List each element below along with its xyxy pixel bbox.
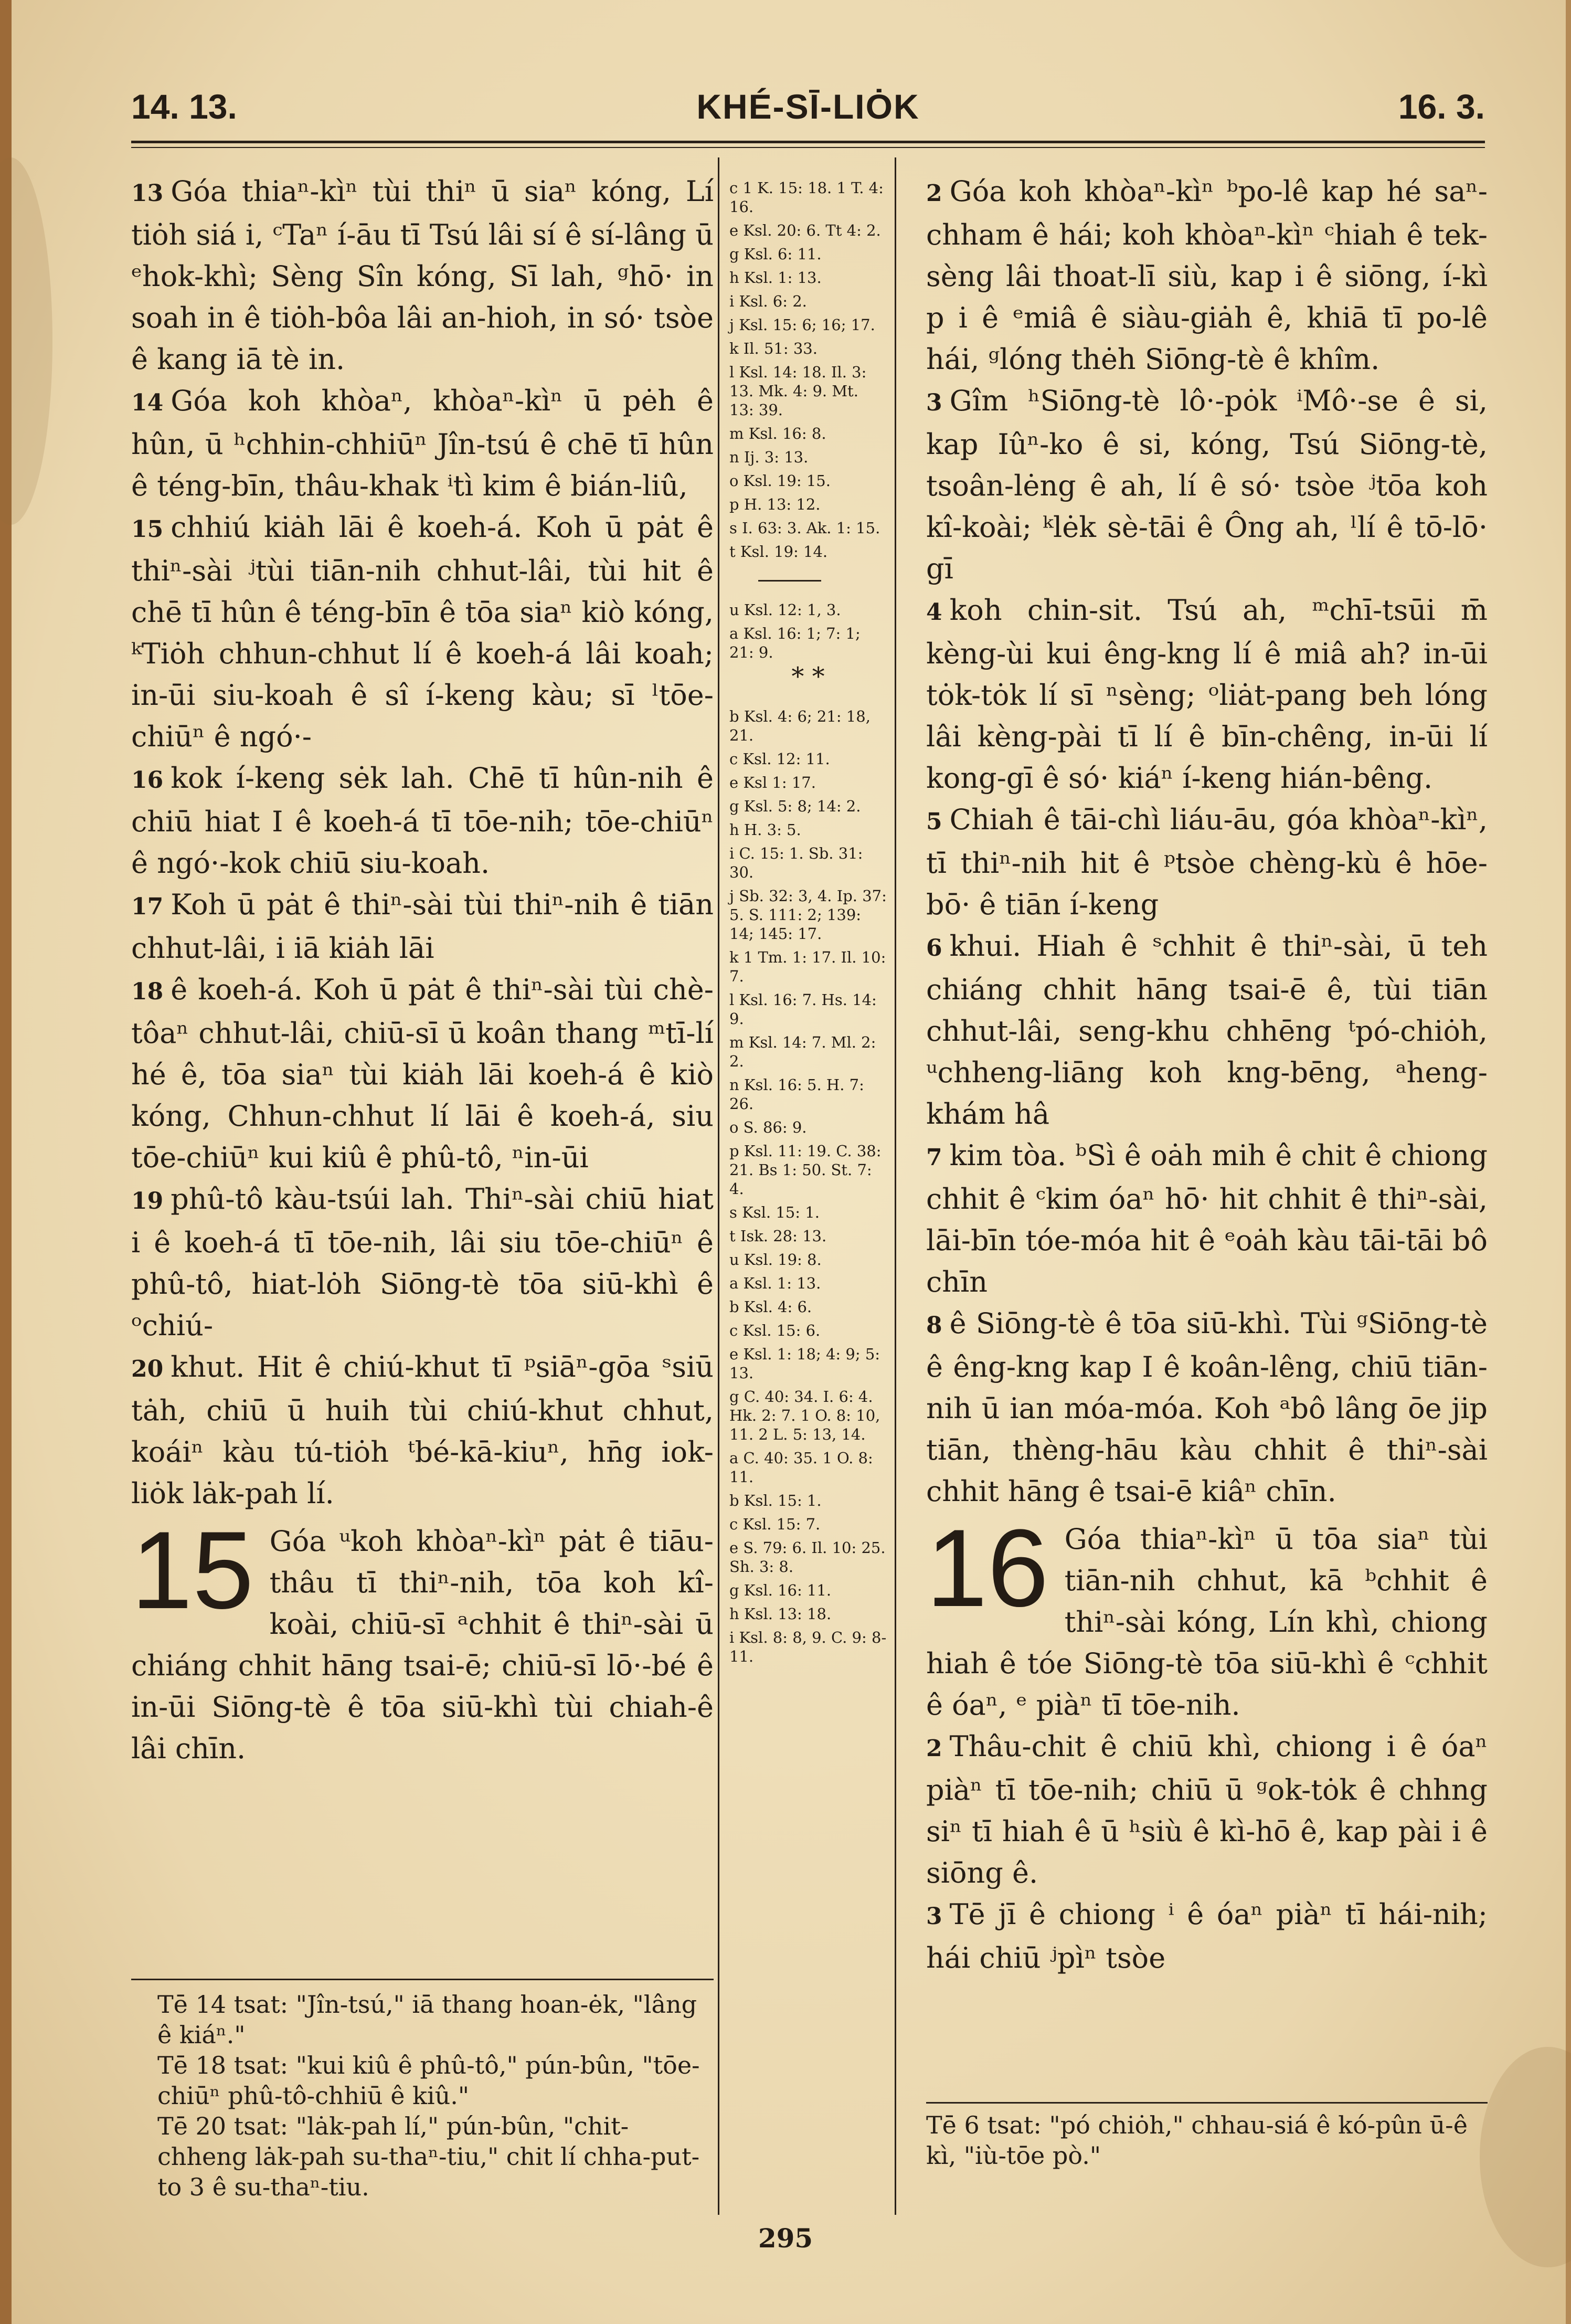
- page-number: 295: [758, 2223, 813, 2254]
- verse: 5 Chiah ê tāi-chì liáu-āu, góa khòaⁿ-kìⁿ, tī thiⁿ-nih hit ê ᵖtsòe chèng-kù ê hōe-bō· ê tiān í-keng: [926, 803, 1488, 921]
- cross-ref: s Ksl. 15: 1.: [729, 1203, 820, 1221]
- cross-ref: p H. 13: 12.: [729, 495, 821, 513]
- cross-ref: c Ksl. 12: 11.: [729, 750, 830, 768]
- cross-ref: k Il. 51: 33.: [729, 340, 818, 357]
- cross-ref: c 1 K. 15: 18. 1 T. 4: 16.: [729, 179, 884, 216]
- cross-ref: s I. 63: 3. Ak. 1: 15.: [729, 519, 880, 537]
- cross-ref: g Ksl. 16: 11.: [729, 1581, 832, 1599]
- right-footnotes: [926, 2110, 1488, 2171]
- verse: 14 Góa koh khòaⁿ, khòaⁿ-kìⁿ ū pėh ê hûn, ū ʰchhin-chhiūⁿ Jîn-tsú ê chē tī hûn ê téng-bīn, thâu-khak ⁱtì kim ê bián-liû,: [131, 384, 714, 502]
- cross-ref: b Ksl. 4: 6; 21: 18, 21.: [729, 707, 871, 744]
- cross-ref: n Ksl. 16: 5. H. 7: 26.: [729, 1076, 864, 1113]
- cross-ref: p Ksl. 11: 19. C. 38: 21. Bs 1: 50. St. 7: 4.: [729, 1142, 882, 1198]
- verse: 8 ê Siōng-tè ê tōa siū-khì. Tùi ᵍSiōng-tè ê êng-kng kap I ê koân-lêng, chiū tiān-nih ū ian móa-móa. Koh ᵃbô lâng ōe jip tiān, thèng-hāu kàu chhit ê thiⁿ-sài chhit hāng ê tsai-ē kiâⁿ chīn.: [926, 1307, 1488, 1508]
- chapter-number: 16: [926, 1506, 1049, 1630]
- cross-ref: e Ksl 1: 17.: [729, 774, 816, 791]
- footnote-rule-left: [131, 1979, 714, 1980]
- page-edge-right: [1566, 0, 1571, 2324]
- cross-ref: h Ksl. 13: 18.: [729, 1605, 832, 1623]
- cross-ref: i C. 15: 1. Sb. 31: 30.: [729, 844, 863, 881]
- verse: 3 Gîm ʰSiōng-tè lô·-pȯk ⁱMô·-se ê si, kap Iûⁿ-ko ê si, kóng, Tsú Siōng-tè, tsoân-lėng ê ah, lí ê só· tsòe ʲtōa koh kî-koài; ᵏlėk sè-tāi ê Ông ah, ˡlí ê tō-lō· gī: [926, 384, 1488, 585]
- cross-ref: j Sb. 32: 3, 4. Ip. 37: 5. S. 111: 2; 139: 14; 145: 17.: [729, 887, 887, 943]
- footnote-rule-right: [926, 2102, 1488, 2104]
- cross-ref: g Ksl. 6: 11.: [729, 245, 822, 263]
- cross-ref: l Ksl. 14: 18. Il. 3: 13. Mk. 4: 9. Mt. 13: 39.: [729, 363, 867, 419]
- header-right-ref: 16. 3.: [1398, 87, 1485, 126]
- running-header: [131, 81, 1485, 134]
- cross-ref: a Ksl. 16: 1; 7: 1; 21: 9.: [729, 625, 861, 661]
- cross-ref: b Ksl. 4: 6.: [729, 1298, 812, 1316]
- cross-ref: u Ksl. 12: 1, 3.: [729, 601, 841, 619]
- cross-ref: m Ksl. 14: 7. Ml. 2: 2.: [729, 1033, 876, 1070]
- cross-ref: i Ksl. 8: 8, 9. C. 9: 8-11.: [729, 1629, 887, 1665]
- cross-ref: m Ksl. 16: 8.: [729, 425, 826, 442]
- footnote: Tē 18 tsat: "kui kiû ê phû-tô," pún-bûn, "tōe-chiūⁿ phû-tô-chhiū ê kiû.": [157, 2051, 700, 2110]
- cross-ref: t Isk. 28: 13.: [729, 1227, 827, 1245]
- header-left-ref: 14. 13.: [131, 87, 237, 126]
- chapter-16-opening: 16 Góa thiaⁿ-kìⁿ ū tōa siaⁿ tùi tiān-nih chhut, kā ᵇchhit ê thiⁿ-sài kóng, Lín khì, chiong hiah ê tóe Siōng-tè tōa siū-khì ê ᶜchhit ê óaⁿ, ᵉ piàⁿ tī tōe-nih.: [926, 1506, 1488, 1721]
- cross-ref: j Ksl. 15: 6; 16; 17.: [729, 316, 875, 334]
- refs-separator: [758, 580, 821, 582]
- cross-ref: h H. 3: 5.: [729, 821, 801, 839]
- verse: 3 Tē jī ê chiong ⁱ ê óaⁿ piàⁿ tī hái-nih; hái chiū ʲpìⁿ tsòe: [926, 1898, 1488, 1974]
- verse: 16 kok í-keng sėk lah. Chē tī hûn-nih ê chiū hiat I ê koeh-á tī tōe-nih; tōe-chiūⁿ ê ngó·-kok chiū siu-koah.: [131, 762, 714, 880]
- verse: 2 Thâu-chit ê chiū khì, chiong i ê óaⁿ piàⁿ tī tōe-nih; chiū ū ᵍok-tȯk ê chhng siⁿ tī hiah ê ū ʰsiù ê kì-hō ê, kap pài i ê siōng ê.: [926, 1730, 1488, 1889]
- verse: 19 phû-tô kàu-tsúi lah. Thiⁿ-sài chiū hiat i ê koeh-á tī tōe-nih, lâi siu tōe-chiūⁿ ê phû-tô, hiat-lȯh Siōng-tè tōa siū-khì ê ᵒchiú-: [131, 1182, 714, 1342]
- cross-ref: a Ksl. 1: 13.: [729, 1274, 821, 1292]
- cross-ref: e Ksl. 20: 6. Tt 4: 2.: [729, 221, 881, 239]
- chapter-15-opening: 15 Góa ᵘkoh khòaⁿ-kìⁿ pȧt ê tiāu-thâu tī thiⁿ-nih, tōa koh kî-koài, chiū-sī ᵃchhit ê thiⁿ-sài ū chiáng chhit hāng tsai-ē; chiū-sī lō·-bé ê in-ūi Siōng-tè ê tōa siū-khì tùi chiah-ê lâi chīn.: [131, 1508, 714, 1765]
- chapter-number: 15: [131, 1508, 254, 1632]
- verse: 20 khut. Hit ê chiú-khut tī ᵖsiāⁿ-gōa ˢsiū tȧh, chiū ū huih tùi chiú-khut chhut, koáiⁿ kàu tú-tiȯh ᵗbé-kā-kiuⁿ, hn̄g iok-liȯk lȧk-pah lí.: [131, 1350, 714, 1510]
- cross-ref: t Ksl. 19: 14.: [729, 543, 828, 561]
- verse: 7 kim tòa. ᵇSì ê oȧh mih ê chit ê chiong chhit ê ᶜkim óaⁿ hō· hit chhit ê thiⁿ-sài, lāi-bīn tóe-móa hit ê ᵉoȧh kàu tāi-tāi bô chīn: [926, 1139, 1488, 1298]
- header-book-title: KHÉ-SĪ-LIȮK: [696, 87, 920, 126]
- cross-ref: e S. 79: 6. Il. 10: 25. Sh. 3: 8.: [729, 1539, 886, 1576]
- cross-ref: n Ij. 3: 13.: [729, 448, 809, 466]
- right-text-column: [926, 171, 1488, 1979]
- header-rule: [131, 141, 1485, 143]
- cross-ref: g C. 40: 34. I. 6: 4. Hk. 2: 7. 1 O. 8: 10, 11. 2 L. 5: 13, 14.: [729, 1388, 880, 1443]
- cross-ref: b Ksl. 15: 1.: [729, 1492, 822, 1509]
- verse: 13 Góa thiaⁿ-kìⁿ tùi thiⁿ ū siaⁿ kóng, Lí tiȯh siá i, ᶜTaⁿ í-āu tī Tsú lâi sí ê sí-lâng ū ᵉhok-khì; Sèng Sîn kóng, Sī lah, ᵍhō· in soah in ê tiȯh-bôa lâi an-hioh, in só· tsòe ê kang iā tè in.: [131, 175, 714, 376]
- cross-ref: e Ksl. 1: 18; 4: 9; 5: 13.: [729, 1345, 880, 1382]
- cross-ref: l Ksl. 16: 7. Hs. 14: 9.: [729, 991, 877, 1028]
- left-text-column: [131, 171, 714, 1769]
- footnote: Tē 20 tsat: "lȧk-pah lí," pún-bûn, "chit-chheng lȧk-pah su-thaⁿ-tiu," chit lí chha-put-to 3 ê su-thaⁿ-tiu.: [157, 2112, 700, 2201]
- footnote: Tē 14 tsat: "Jîn-tsú," iā thang hoan-ėk, "lâng ê kiáⁿ.": [157, 1990, 697, 2049]
- verse: 18 ê koeh-á. Koh ū pȧt ê thiⁿ-sài tùi chè-tôaⁿ chhut-lâi, chiū-sī ū koân thang ᵐtī-lí hé ê, tōa siaⁿ tùi kiȧh lāi koeh-á ê kiò kóng, Chhun-chhut lí lāi ê koeh-á, siu tōe-chiūⁿ kui kiû ê phû-tô, ⁿin-ūi: [131, 973, 714, 1174]
- cross-ref: c Ksl. 15: 7.: [729, 1515, 821, 1533]
- cross-ref: i Ksl. 6: 2.: [729, 292, 807, 310]
- column-divider-left: [718, 157, 719, 2215]
- cross-ref: a C. 40: 35. 1 O. 8: 11.: [729, 1449, 873, 1486]
- cross-ref: h Ksl. 1: 13.: [729, 269, 822, 287]
- verse: 15 chhiú kiȧh lāi ê koeh-á. Koh ū pȧt ê thiⁿ-sài ʲtùi tiān-nih chhut-lâi, tùi hit ê chē tī hûn ê téng-bīn ê tōa siaⁿ kiò kóng, ᵏTiȯh chhun-chhut lí ê koeh-á lâi koah; in-ūi siu-koah ê sî í-keng kàu; sī ˡtōe-chiūⁿ ê ngó·-: [131, 511, 714, 753]
- cross-ref: c Ksl. 15: 6.: [729, 1322, 821, 1339]
- cross-ref: o S. 86: 9.: [729, 1118, 807, 1136]
- cross-ref: g Ksl. 5: 8; 14: 2.: [729, 797, 861, 815]
- section-stars: * *: [791, 662, 825, 691]
- cross-ref: k 1 Tm. 1: 17. Il. 10: 7.: [729, 948, 886, 985]
- verse: 4 koh chin-sit. Tsú ah, ᵐchī-tsūi m̄ kèng-ùi kui êng-kng lí ê miâ ah? in-ūi tȯk-tȯk lí sī ⁿsèng; ᵒliȧt-pang beh lóng lâi kèng-pài tī lí ê bīn-chêng, in-ūi lí kong-gī ê só· kiáⁿ í-keng hián-bêng.: [926, 594, 1488, 795]
- cross-ref: u Ksl. 19: 8.: [729, 1251, 822, 1269]
- stain: [0, 157, 52, 525]
- cross-references: [729, 178, 887, 1671]
- cross-ref: o Ksl. 19: 15.: [729, 472, 831, 490]
- verse: 2 Góa koh khòaⁿ-kìⁿ ᵇpo-lê kap hé saⁿ-chham ê hái; koh khòaⁿ-kìⁿ ᶜhiah ê tek-sèng lâi thoat-lī siù, kap i ê siōng, í-kì p i ê ᵉmiâ ê siàu-giȧh ê, khiā tī po-lê hái, ᵍlóng thėh Siōng-tè ê khîm.: [926, 175, 1488, 376]
- column-divider-right: [895, 157, 896, 2215]
- verse: 17 Koh ū pȧt ê thiⁿ-sài tùi thiⁿ-nih ê tiān chhut-lâi, i iā kiȧh lāi: [131, 888, 714, 965]
- header-rule-thin: [131, 147, 1485, 148]
- left-footnotes: [157, 1989, 714, 2202]
- verse: 6 khui. Hiah ê ˢchhit ê thiⁿ-sài, ū teh chiáng chhit hāng tsai-ē ê, tùi tiān chhut-lâi, seng-khu chhēng ᵗpó-chiȯh, ᵘchheng-liāng koh kng-bēng, ᵃheng-khám hâ: [926, 929, 1488, 1131]
- footnote: Tē 6 tsat: "pó chiȯh," chhau-siá ê kó-pûn ū-ê kì, "iù-tōe pò.": [926, 2111, 1468, 2170]
